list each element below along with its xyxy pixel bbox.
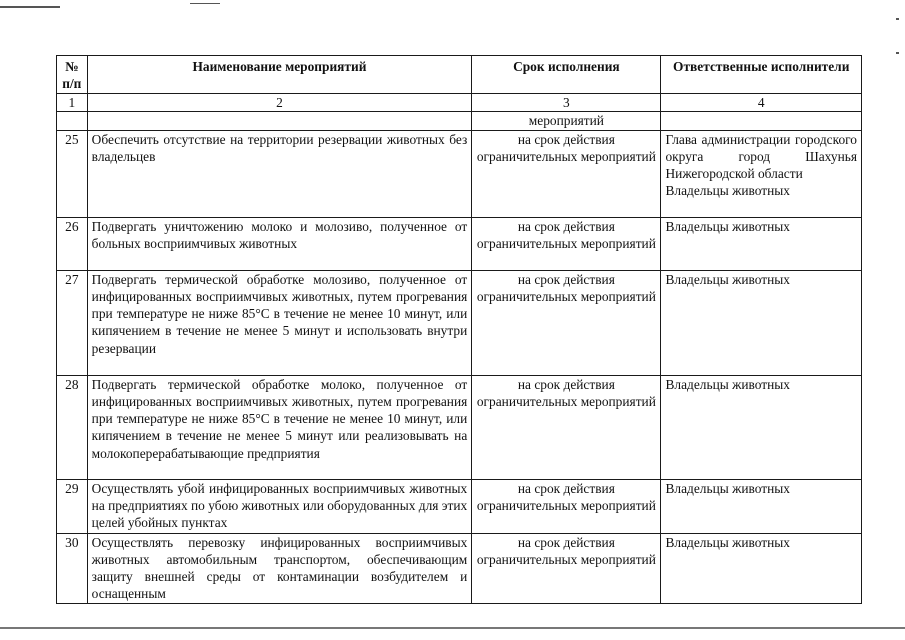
responsible-line: Глава администрации городского округа город Шахунья Нижегородской области [665, 131, 857, 182]
row-responsible [661, 130, 862, 217]
row-term: на срок действия ограничительных мероприятий [472, 479, 661, 533]
continuation-name [87, 112, 472, 130]
row-num: 26 [57, 217, 88, 270]
scan-edge-bottom [0, 627, 905, 629]
header-term: Срок исполнения [472, 56, 661, 94]
table-row [57, 375, 862, 479]
row-responsible: Владельцы животных [661, 270, 862, 375]
responsible-extra: Владельцы животных [665, 183, 790, 199]
row-term: на срок действия ограничительных мероприятий [472, 217, 661, 270]
row-responsible: Владельцы животных [661, 533, 862, 603]
header-num: № п/п [57, 56, 88, 94]
row-num: 25 [57, 130, 88, 217]
index-row [57, 94, 862, 112]
continuation-num [57, 112, 88, 130]
row-term: на срок действия ограничительных мероприятий [472, 533, 661, 603]
index-cell-1: 1 [57, 94, 88, 112]
scan-dot-right-2 [896, 52, 899, 54]
row-responsible: Владельцы животных [661, 217, 862, 270]
row-name: Подвергать термической обработке молоко, полученное от инфицированных восприимчивых животных, путем прогревания при температуре не ниже 85°С в течение не менее 10 минут, или кипячением в течение не менее 5 минут или реализовывать на молокоперерабатывающие предприятия [87, 375, 472, 479]
header-responsible: Ответственные исполнители [661, 56, 862, 94]
scan-edge-top-mid [190, 3, 220, 4]
row-name: Обеспечить отсутствие на территории резервации животных без владельцев [87, 130, 472, 217]
index-cell-4: 4 [661, 94, 862, 112]
row-name: Подвергать уничтожению молоко и молозиво, полученное от больных восприимчивых животных [87, 217, 472, 270]
header-row [57, 56, 862, 94]
table-row [57, 130, 862, 217]
table-row [57, 479, 862, 533]
measures-table [56, 55, 862, 604]
row-num: 27 [57, 270, 88, 375]
table-row [57, 270, 862, 375]
row-responsible: Владельцы животных [661, 375, 862, 479]
header-name: Наименование мероприятий [87, 56, 472, 94]
index-cell-2: 2 [87, 94, 472, 112]
row-num: 28 [57, 375, 88, 479]
row-name: Осуществлять убой инфицированных восприимчивых животных на предприятиях по убою животных или оборудованных для этих целей убойных пунктах [87, 479, 472, 533]
index-cell-3: 3 [472, 94, 661, 112]
continuation-term: мероприятий [472, 112, 661, 130]
row-term: на срок действия ограничительных мероприятий [472, 270, 661, 375]
scan-edge-top-left [0, 6, 60, 8]
row-responsible: Владельцы животных [661, 479, 862, 533]
row-name: Подвергать термической обработке молозиво, полученное от инфицированных восприимчивых животных, путем прогревания при температуре не ниже 85°С в течение не менее 10 минут, или кипячением в течение не менее 5 минут и использовать внутри резервации [87, 270, 472, 375]
row-num: 30 [57, 533, 88, 603]
row-term: на срок действия ограничительных мероприятий [472, 130, 661, 217]
continuation-row [57, 112, 862, 130]
row-term: на срок действия ограничительных мероприятий [472, 375, 661, 479]
scan-dot-right-1 [896, 18, 899, 20]
table-row [57, 533, 862, 603]
continuation-responsible [661, 112, 862, 130]
table-row [57, 217, 862, 270]
row-name: Осуществлять перевозку инфицированных восприимчивых животных автомобильным транспортом, обеспечивающим защиту внешней среды от контаминации возбудителем и оснащенным [87, 533, 472, 603]
row-num: 29 [57, 479, 88, 533]
